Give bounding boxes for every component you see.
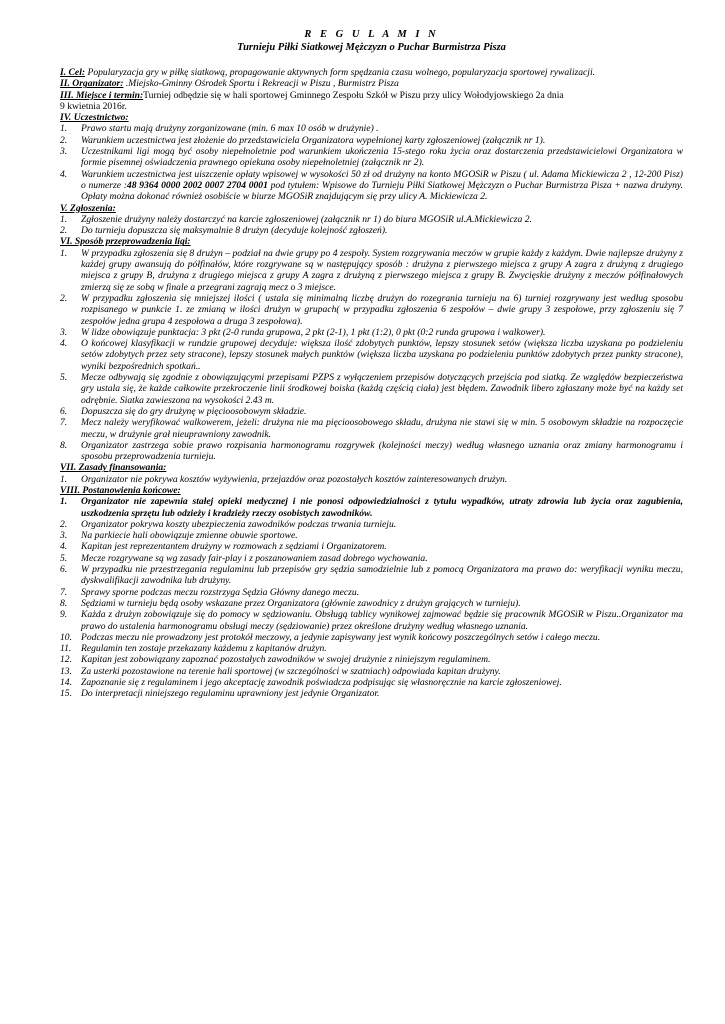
- list-item: [60, 496, 683, 519]
- list-item-text: W przypadku nie przestrzegania regulaminu lub przepisów gry sędzia samodzielnie lub z pomocą Organizatora ma prawo do: weryfikacji wyniku meczu, dyskwalifikacji zawodnika lub drużyny.: [81, 564, 683, 587]
- list-item-text: Dopuszcza się do gry drużynę w pięcioosobowym składzie.: [81, 405, 307, 417]
- list-item-text: Za usterki pozostawione na terenie hali sportowej (w szczególności w szatniach) odpowiada kapitan drużyny.: [81, 665, 501, 677]
- list-item-number: 7.: [60, 586, 68, 598]
- list-item-number: 6.: [60, 405, 68, 417]
- list-item-number: 12.: [60, 654, 72, 666]
- list-item: [60, 372, 683, 406]
- list-item-text: Zapoznanie się z regulaminem i jego akceptację zawodnik poświadcza podpisując się własnoręcznie na karcie zgłoszeniowej.: [81, 677, 562, 689]
- list-item-text: Sprawy sporne podczas meczu rozstrzyga Sędzia Główny danego meczu.: [81, 586, 360, 598]
- section-heading: II. Organizator:: [60, 78, 124, 90]
- list-item-number: 10.: [60, 631, 72, 643]
- list-item-text: O końcowej klasyfikacji w rundzie grupowej decyduje: większa ilość zdobytych punktów, lepszy stosunek setów (większa liczba uzyskana po podzieleniu setów zdobytych przez sety stracone), lepszy stosunek małych punktów (większa liczba uzyskana po podzieleniu punktów zdobytych przez punkty stracone), wyniki bezpośrednich spotkań..: [81, 338, 683, 372]
- list-item: [60, 406, 683, 417]
- section-zgloszenia-heading: V. Zgłoszenia:: [60, 202, 116, 214]
- list-item-number: 2.: [60, 225, 68, 237]
- list-item: [60, 666, 683, 677]
- list-item-number: 2.: [60, 134, 68, 146]
- list-finansowanie: [60, 474, 683, 485]
- list-item-text: pod tytułem: Wpisowe do Turnieju Piłki Siatkowej Mężczyzn o Puchar Burmistrza Pisza + nazwa drużyny. Opłaty można dokonać również osobiście w biurze MGOSiR znajdującym się przy ulicy A. Mickiewicza 2.: [81, 179, 684, 203]
- list-item-text: Warunkiem uczestnictwa jest złożenie do przedstawiciela Organizatora wypełnionej karty zgłoszeniowej (załącznik nr 1).: [81, 134, 546, 146]
- list-item-number: 8.: [60, 597, 68, 609]
- section-text: Turniej odbędzie się w hali sportowej Gminnego Zespołu Szkół w Piszu przy ulicy Wołodyjowskiego 2a dnia: [143, 89, 564, 101]
- list-item-text: Prawo startu mają drużyny zorganizowane (min. 6 max 10 osób w drużynie) .: [81, 123, 379, 135]
- section-heading: I. Cel:: [60, 67, 86, 78]
- account-number: 48 9364 0000 2002 0007 2704 0001: [126, 179, 268, 191]
- list-item: [60, 214, 683, 225]
- list-item-number: 1.: [60, 123, 68, 135]
- list-postanowienia: [60, 496, 683, 699]
- list-item-text: Do turnieju dopuszcza się maksymalnie 8 drużyn (decyduje kolejność zgłoszeń).: [81, 225, 388, 237]
- list-item: [60, 440, 683, 463]
- list-item: [60, 632, 683, 643]
- list-item: [60, 225, 683, 236]
- section-finansowanie-heading: VII. Zasady finansowania:: [60, 462, 167, 474]
- list-item-text: Na parkiecie hali obowiązuje zmienne obuwie sportowe.: [81, 530, 298, 542]
- list-item-number: 6.: [60, 564, 68, 576]
- list-item-text: Organizator zastrzega sobie prawo rozpisania harmonogramu rozgrywek (kolejności meczy) według własnego uznania oraz zmiany harmonogramu i sposobu przeprowadzenia turnieju.: [81, 439, 683, 463]
- list-item-number: 8.: [60, 439, 68, 451]
- list-item-text: Zgłoszenie drużyny należy dostarczyć na karcie zgłoszeniowej (załącznik nr 1) do biura MGOSiR ul.A.Mickiewicza 2.: [81, 213, 532, 225]
- list-item: [60, 643, 683, 654]
- list-item-number: 13.: [60, 665, 72, 677]
- list-item: [60, 327, 683, 338]
- section-date: 9 kwietnia 2016r.: [60, 100, 127, 112]
- list-item-text: Mecze odbywają się zgodnie z obowiązującymi przepisami PZPS z wyłączeniem przepisów dotyczących przejścia pod siatką. Ze względów bezpieczeństwa gry ustala się, że każde całkowite przekroczenie linii środkowej boiska (każdą częścią ciała) jest błędem. Zawodnik libero zgłaszany może być na każdy set odrębnie. Siatka zawieszona na wysokości 2.43 m.: [81, 372, 683, 406]
- list-item-text: Regulamin ten zostaje przekazany każdemu z kapitanów drużyn.: [81, 643, 327, 655]
- list-item-number: 1.: [60, 473, 68, 485]
- document-title: R E G U L A M I N: [304, 29, 439, 40]
- list-item-number: 4.: [60, 338, 68, 350]
- list-sposob: [60, 248, 683, 463]
- list-item-text: Każda z drużyn zobowiązuje się do pomocy w sędziowaniu. Obsługą tablicy wynikowej zajmować będzie się pracownik MGOSiR w Piszu..Organizator ma prawo do ustalenia harmonogramu obsługi meczy (sędziowanie) przez określone drużyny według własnego uznania.: [81, 609, 683, 632]
- list-item-text: W przypadku zgłoszenia się 8 drużyn – podział na dwie grupy po 4 zespoły. System rozgrywania meczów w grupie każdy z każdym. Dwie najlepsze drużyny z każdej grupy awansują do półfinałów, które rozgrywane są w następujący sposób : drużyna z pierwszego miejsca z grupy A zagra z drużyną z drugiego miejsca z grupy B, drużyna z drugiego miejsca z grupy A zagra z drużyną z pierwszego miejsca z grupy B. Zwycięskie drużyny z meczów półfinałowych zmierzą się ze sobą w finale a przegrani zagrają mecz o 3 miejsce.: [81, 247, 683, 293]
- list-item-number: 15.: [60, 688, 72, 700]
- list-item: [60, 609, 683, 632]
- list-item-number: 2.: [60, 292, 68, 304]
- list-item-text: Kapitan jest reprezentantem drużyny w rozmowach z sędziami i Organizatorem.: [81, 541, 387, 553]
- list-item-text: W lidze obowiązuje punktacja: 3 pkt (2-0 runda grupowa, 2 pkt (2-1), 1 pkt (1:2), 0 pkt (0:2 runda grupowa i walkower).: [81, 326, 546, 338]
- list-item: [60, 135, 683, 146]
- section-miejsce-termin: [60, 90, 683, 113]
- list-item: [60, 417, 683, 440]
- list-item: [60, 530, 683, 541]
- list-item: [60, 146, 683, 169]
- list-item-number: 11.: [60, 643, 72, 655]
- list-item: [60, 338, 683, 372]
- list-item-number: 14.: [60, 677, 72, 689]
- list-item-text: Kapitan jest zobowiązany zapoznać pozostałych zawodników w swojej drużynie z niniejszym regulaminem.: [81, 654, 491, 666]
- list-item: [60, 248, 683, 293]
- section-organizator: [60, 78, 683, 89]
- list-item-text: Warunkiem uczestnictwa jest uiszczenie opłaty wpisowej w wysokości 50 zł od drużyny na konto MGOSiR w Piszu ( ul. Adama Mickiewicza 2 , 12-200 Pisz) o numerze :: [81, 168, 683, 191]
- list-item: [60, 677, 683, 688]
- section-uczestnictwo-heading: IV. Uczestnictwo:: [60, 112, 129, 124]
- section-heading: III. Miejsce i termin:: [60, 89, 144, 101]
- spacer: [60, 54, 683, 67]
- list-zgloszenia: [60, 214, 683, 237]
- list-item: [60, 293, 683, 327]
- list-item: [60, 654, 683, 665]
- list-item: [60, 123, 683, 134]
- list-item-text: W przypadku zgłoszenia się mniejszej ilości ( ustala się minimalną liczbę drużyn do rozegrania turnieju na 6) turniej rozgrywany jest według sposobu rozpisanego w punkcie 1. ze zmianą w ilości drużyn w grupach( w przypadku zgłoszenia 6 zespołów – dwie grupy 3 zespołowe, przy zgłoszeniu się 7 zespołów jedna grupa 4 zespołowa a druga 3 zespołowa).: [81, 292, 683, 327]
- list-item: [60, 587, 683, 598]
- list-item: [60, 553, 683, 564]
- list-item: [60, 598, 683, 609]
- list-item: [60, 541, 683, 552]
- list-item-number: 3.: [60, 146, 68, 158]
- document-subtitle: Turnieju Piłki Siatkowej Mężczyzn o Puchar Burmistrza Pisza: [237, 42, 506, 53]
- list-item-number: 1.: [60, 496, 68, 508]
- list-item-text: Mecz należy weryfikować walkowerem, jeżeli: drużyna nie ma pięcioosobowego składu, drużyna nie stawi się w min. 5 osobowym składzie na rozpoczęcie meczu, w drużynie grał nieuprawniony zawodnik.: [81, 417, 683, 440]
- list-uczestnictwo: [60, 123, 683, 202]
- list-item-number: 1.: [60, 213, 68, 225]
- list-item-text: Organizator pokrywa koszty ubezpieczenia zawodników podczas trwania turnieju.: [81, 518, 397, 530]
- list-item: [60, 169, 683, 203]
- section-postanowienia-heading: VIII. Postanowienia końcowe:: [60, 484, 181, 496]
- list-item-number: 5.: [60, 552, 68, 564]
- list-item: [60, 564, 683, 587]
- list-item-number: 4.: [60, 541, 68, 553]
- list-item-text: Mecze rozgrywane są wg zasady fair-play i z poszanowaniem zasad dobrego wychowania.: [81, 552, 428, 564]
- list-item-number: 2.: [60, 518, 68, 530]
- section-text: Popularyzacja gry w piłkę siatkową, propagowanie aktywnych form spędzania czasu wolnego, popularyzacja sportowej rywalizacji.: [85, 67, 596, 78]
- list-item-number: 4.: [60, 168, 68, 180]
- list-item: [60, 474, 683, 485]
- list-item-number: 5.: [60, 372, 68, 384]
- list-item: [60, 688, 683, 699]
- list-item-text: Podczas meczu nie prowadzony jest protokół meczowy, a jedynie zapisywany jest wynik końcowy poszczególnych setów i całego meczu.: [81, 631, 601, 643]
- list-item-text: Organizator nie pokrywa kosztów wyżywienia, przejazdów oraz pozostałych kosztów zainteresowanych drużyn.: [81, 473, 508, 485]
- list-item-number: 1.: [60, 247, 68, 259]
- list-item-text: Uczestnikami ligi mogą być osoby niepełnoletnie pod warunkiem ukończenia 15-stego roku życia oraz dostarczenia przedstawicielowi Organizatora w formie pisemnej oświadczenia prawnego opiekuna osoby niepełnoletniej (załącznik nr 2).: [81, 146, 683, 169]
- section-text: .Miejsko-Gminny Ośrodek Sportu i Rekreacji w Piszu , Burmistrz Pisza: [123, 78, 399, 90]
- section-cel: [60, 67, 683, 78]
- list-item-number: 9.: [60, 609, 68, 621]
- list-item-text: Organizator nie zapewnia stałej opieki medycznej i nie ponosi odpowiedzialności z tytułu wypadków, utraty zdrowia lub życia oraz zagubienia, uszkodzenia sprzętu lub odzieży i kradzieży rzeczy osobistych zawodników.: [81, 496, 683, 519]
- list-item-text: Do interpretacji niniejszego regulaminu uprawniony jest jedynie Organizator.: [81, 688, 380, 700]
- list-item-number: 7.: [60, 417, 68, 429]
- section-sposob-heading: VI. Sposób przeprowadzenia ligi:: [60, 236, 191, 248]
- list-item: [60, 519, 683, 530]
- list-item-number: 3.: [60, 326, 68, 338]
- list-item-number: 3.: [60, 530, 68, 542]
- list-item-text: Sędziami w turnieju będą osoby wskazane przez Organizatora (głównie zawodnicy z drużyn grających w turnieju).: [81, 597, 521, 609]
